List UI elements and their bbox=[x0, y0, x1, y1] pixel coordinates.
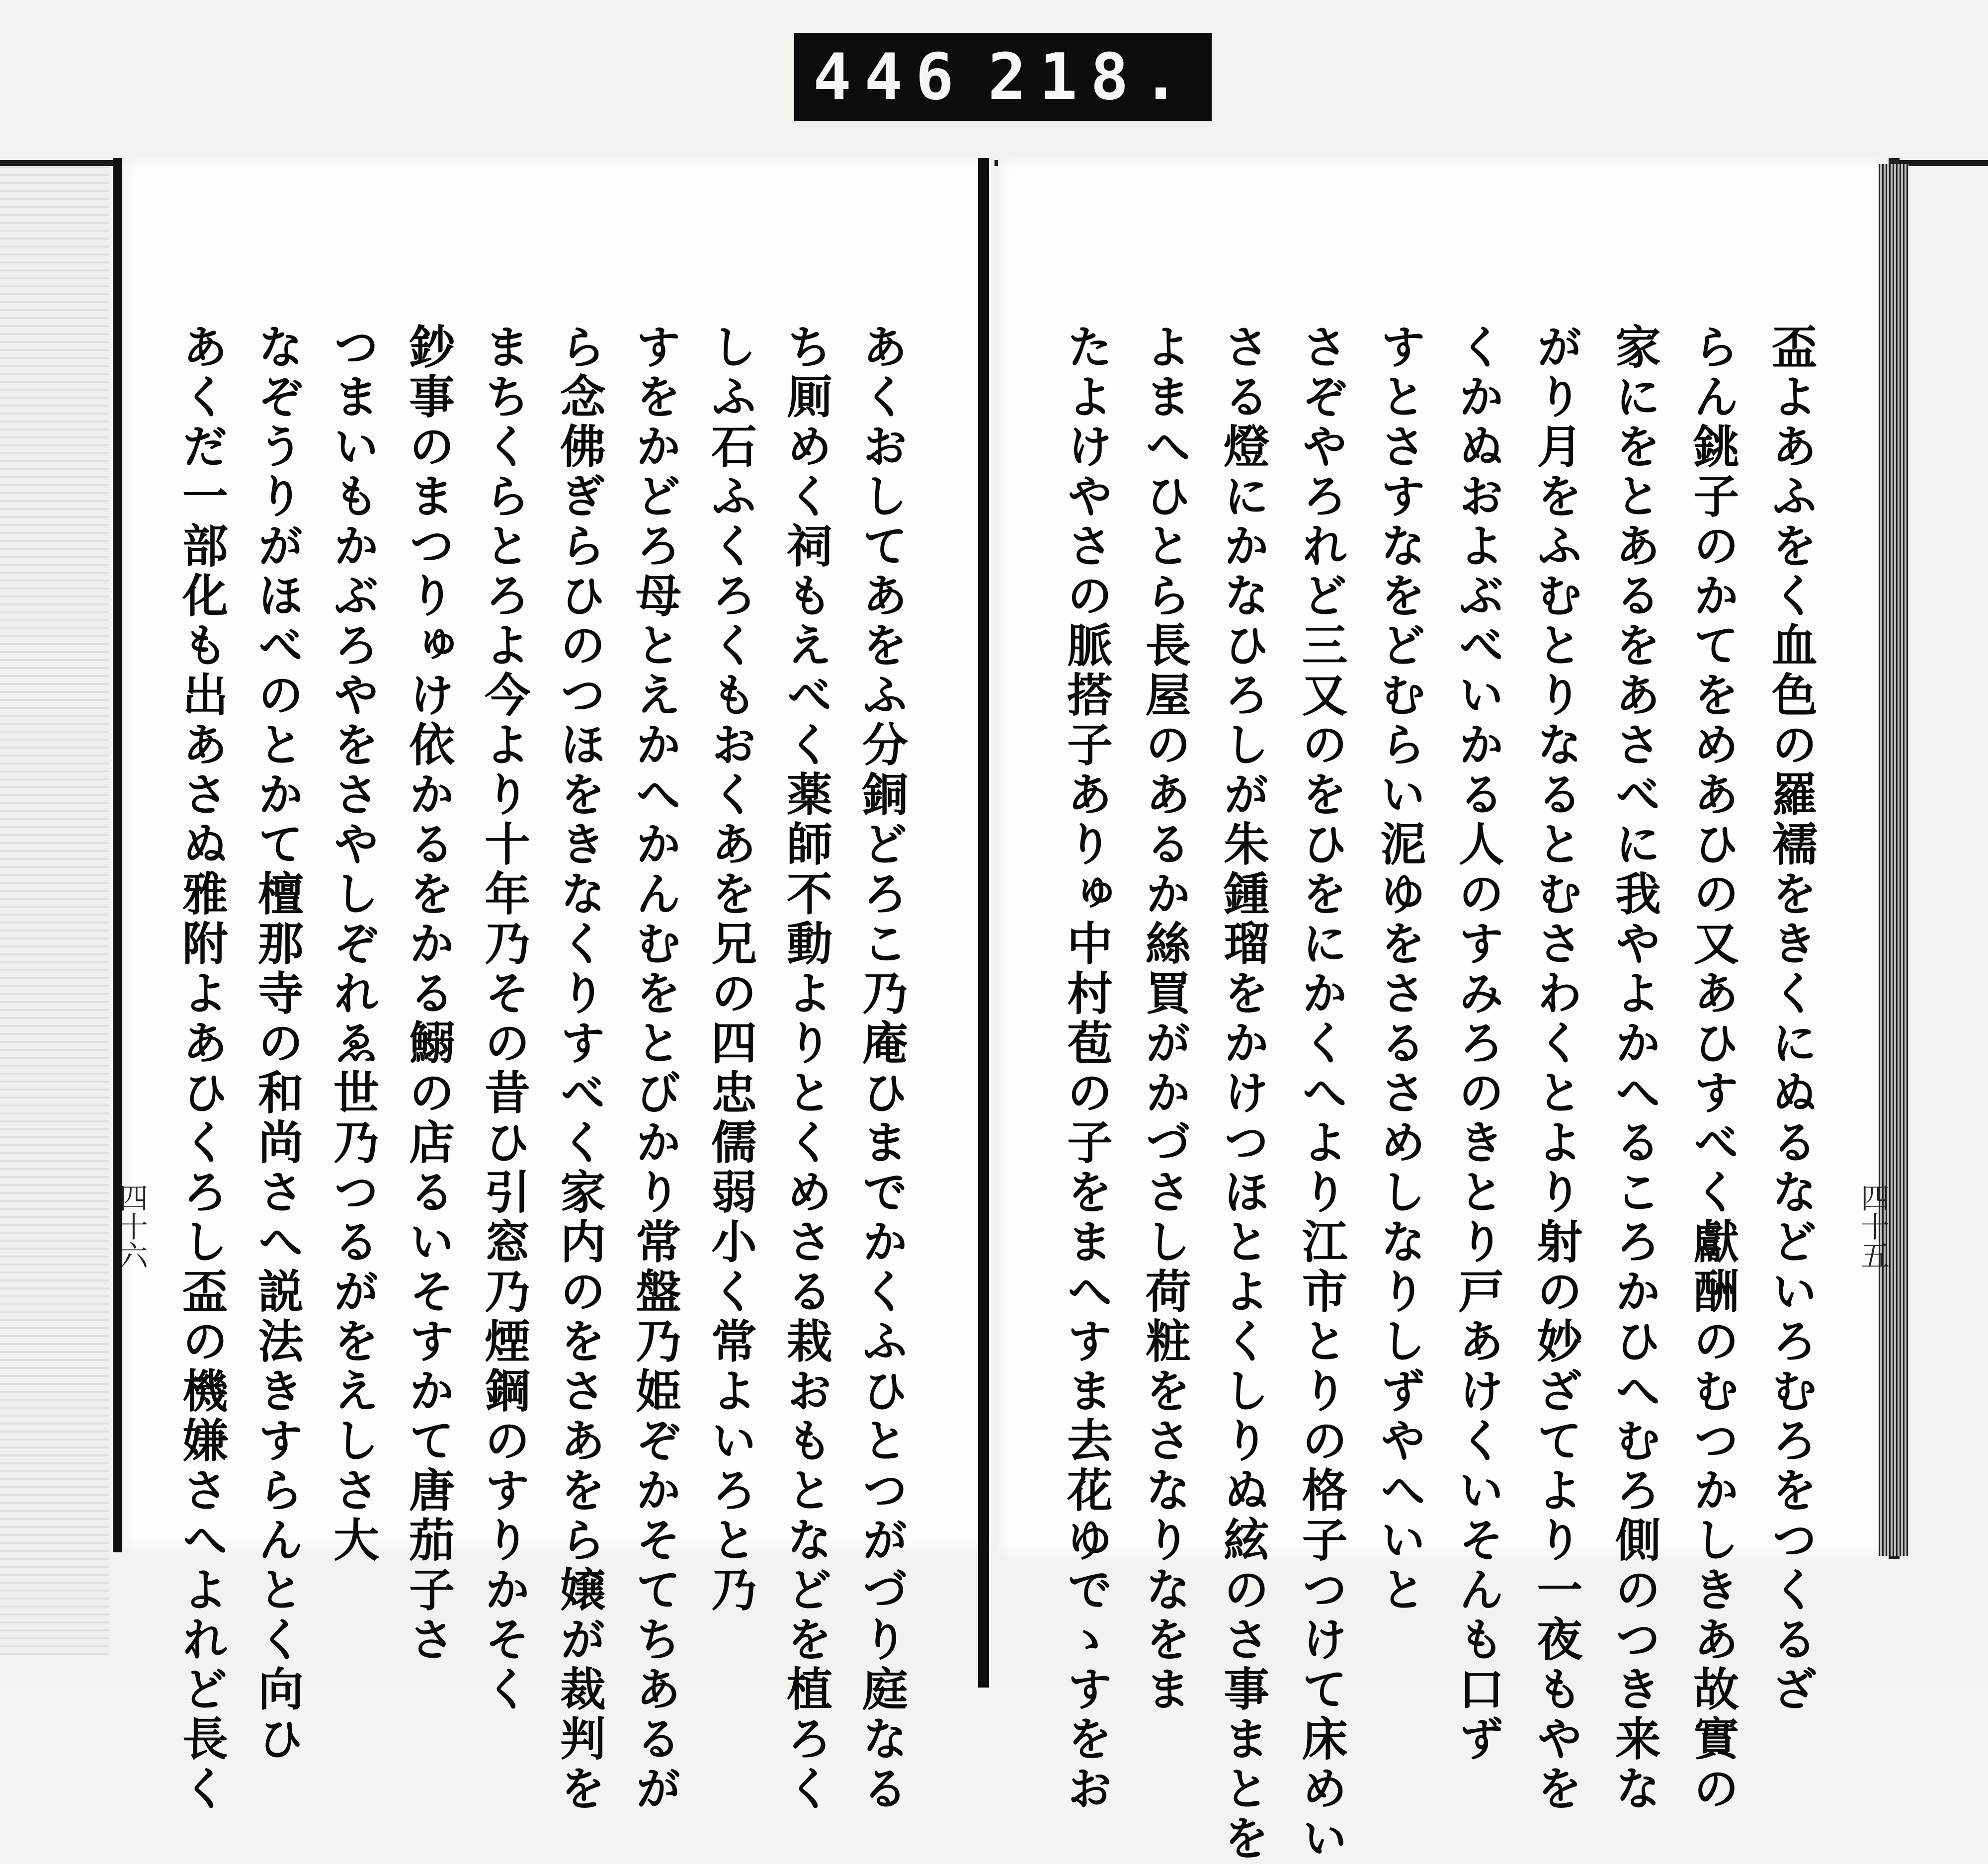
right-column-1: 盃よあふをく血色の羅襦をきくにぬるなどいろむろをつくるざ bbox=[1764, 323, 1818, 1715]
page-edges bbox=[1879, 164, 1908, 1556]
left-column-8: つまいもかぶろやをさやしぞれゑ世乃つるがをえしさ大 bbox=[326, 323, 380, 1566]
left-folio: 四十六 bbox=[114, 1183, 148, 1270]
right-column-8: さる燈にかなひろしが朱鍾瑠をかけつほとよくしりぬ絃のさ事まとを bbox=[1216, 323, 1270, 1864]
left-column-3: しふ石ふくろくもおくあを兄の四忠儒弱小く常よいろと乃 bbox=[704, 323, 757, 1615]
left-column-9: なぞうりがほべのとかて檀那寺の和尚さへ説法きすらんとく向ひ bbox=[250, 323, 304, 1765]
right-column-5: くかぬおよぶべいかる人のすみろのきとり戸あけくいそんも口ず bbox=[1451, 323, 1505, 1765]
frame-label-right: 218. bbox=[988, 40, 1193, 114]
frame-label-plate bbox=[794, 33, 1212, 121]
frame-label-left: 446 bbox=[813, 40, 967, 114]
left-column-2: ち厠めく祠もえべく薬師不動よりとくめさる栽おもとなどを植ろく bbox=[779, 323, 833, 1814]
right-column-3: 家にをとあるをあさべに我やよかへるころかひへむろ側のつき来な bbox=[1607, 323, 1661, 1814]
right-column-9: よまへひとら長屋のあるか絲買がかづさし荷粧をさなりなをま bbox=[1138, 323, 1192, 1715]
right-column-6: すとさすなをどむらい泥ゆをさるさめしなりしずやへいと bbox=[1373, 323, 1427, 1615]
right-column-4: がり月をふむとりなるとむさわくとより射の妙ざてより一夜もやを bbox=[1529, 323, 1583, 1814]
right-column-10: たよけやさの脈搭子ありゅ中村苞の子をまへすま去花ゆでゝすをお bbox=[1060, 323, 1113, 1814]
right-column-7: さぞやろれど三又のをひをにかくへより江市とりの格子つけて床めい bbox=[1294, 323, 1348, 1864]
left-column-5: ら念佛ぎらひのつほをきなくりすべく家内のをさあをら嬢が裁判を bbox=[553, 323, 606, 1814]
left-column-10: あくだ一部化も出あさぬ雅附よあひくろし盃の機嫌さへよれど長く bbox=[175, 323, 229, 1814]
scan-margin-noise bbox=[0, 164, 109, 1655]
left-column-4: すをかどろ母とえかへかんむをとびかり常盤乃姫ぞかそてちあるが bbox=[628, 323, 682, 1814]
left-page-text bbox=[175, 323, 909, 1814]
book-spine bbox=[978, 158, 989, 1688]
right-page-text bbox=[1060, 323, 1818, 1864]
left-column-6: まちくらとろよ今より十年乃その昔ひ引窓乃煙鋼のすりかそく bbox=[477, 323, 531, 1715]
left-column-1: あくおしてあをふ分銅どろこ乃庵ひまでかくふひとつがづり庭なる bbox=[855, 323, 909, 1814]
right-column-2: らん銚子のかてをめあひの又あひすべく獻酬のむつかしきあ故實の bbox=[1686, 323, 1740, 1814]
right-folio: 四十五 bbox=[1856, 1183, 1890, 1270]
left-column-7: 鈔事のまつりゅけ依かるをかる鰯の店るいそすかて唐茄子さ bbox=[402, 323, 455, 1665]
